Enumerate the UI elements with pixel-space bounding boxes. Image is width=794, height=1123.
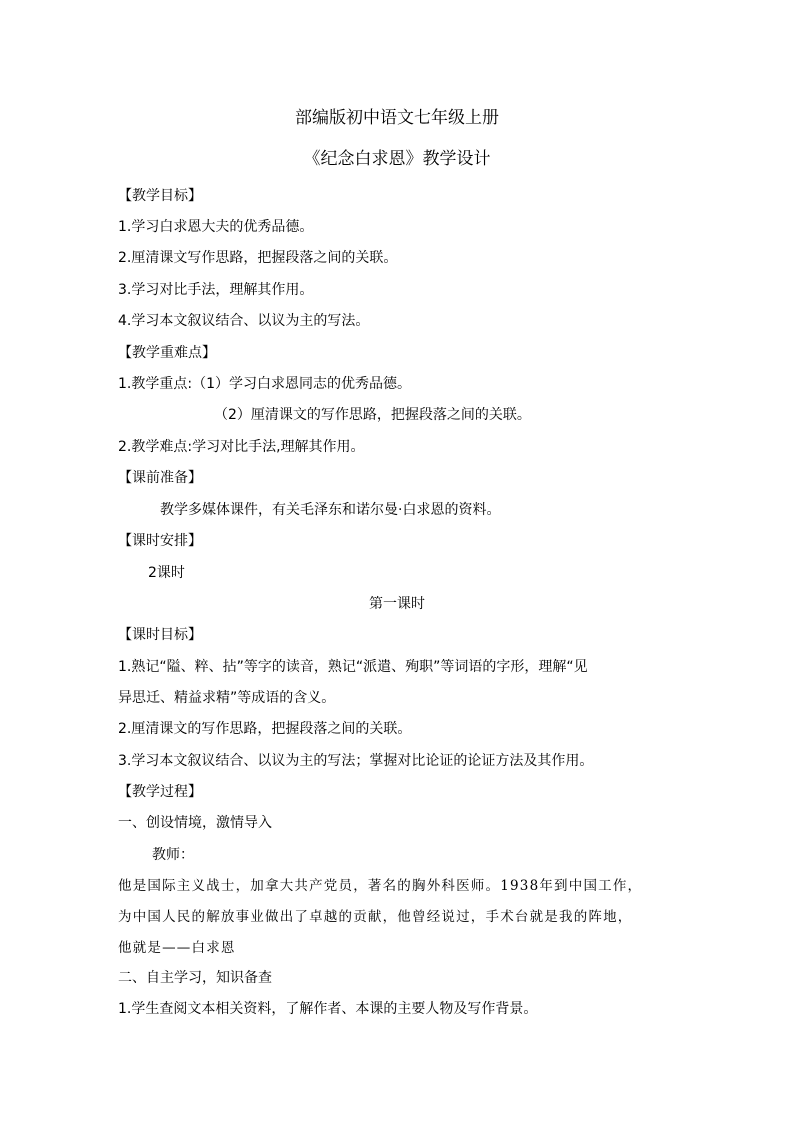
paragraph: 1.学生查阅文本相关资料，了解作者、本课的主要人物及写作背景。 xyxy=(118,1001,538,1017)
paragraph: 教学多媒体课件，有关毛泽东和诺尔曼·白求恩的资料。 xyxy=(160,502,501,518)
paragraph: 3.学习对比手法，理解其作用。 xyxy=(118,282,314,298)
section-heading-process: 【教学过程】 xyxy=(118,784,202,800)
paragraph: 为中国人民的解放事业做出了卓越的贡献，他曾经说过，手术台就是我的阵地， xyxy=(118,909,633,925)
section-heading-preparation: 【课前准备】 xyxy=(118,470,202,486)
paragraph: 1.熟记“隘、粹、拈”等字的读音，熟记“派遣、殉职”等词语的字形，理解“见 xyxy=(118,659,588,675)
section-heading-key-points: 【教学重难点】 xyxy=(118,345,216,361)
section-heading-schedule: 【课时安排】 xyxy=(118,533,202,549)
paragraph: 教师： xyxy=(152,847,194,863)
paragraph: 他就是——白求恩 xyxy=(118,940,236,956)
paragraph: 2.厘清课文写作思路，把握段落之间的关联。 xyxy=(118,250,398,266)
paragraph: 异思迁、精益求精”等成语的含义。 xyxy=(118,690,336,706)
paragraph: 3.学习本文叙议结合、以议为主的写法；掌握对比论证的论证方法及其作用。 xyxy=(118,753,594,769)
document-title: 部编版初中语文七年级上册 xyxy=(295,108,499,128)
document-subtitle: 《纪念白求恩》教学设计 xyxy=(303,149,491,169)
section-heading-objectives: 【教学目标】 xyxy=(118,188,202,204)
paragraph: 1.学习白求恩大夫的优秀品德。 xyxy=(118,219,314,235)
lesson-heading: 第一课时 xyxy=(369,596,425,612)
paragraph: 4.学习本文叙议结合、以议为主的写法。 xyxy=(118,313,370,329)
paragraph: 1.教学重点:（1）学习白求恩同志的优秀品德。 xyxy=(118,376,411,392)
section-heading-lesson-objectives: 【课时目标】 xyxy=(118,627,202,643)
paragraph: 二、自主学习，知识备查 xyxy=(118,970,272,986)
paragraph: （2）厘清课文的写作思路，把握段落之间的关联。 xyxy=(214,407,531,423)
paragraph: 他是国际主义战士，加拿大共产党员，著名的胸外科医师。1938年到中国工作， xyxy=(118,878,643,894)
paragraph: 2.厘清课文的写作思路，把握段落之间的关联。 xyxy=(118,721,412,737)
paragraph: 2课时 xyxy=(148,565,185,581)
paragraph: 一、创设情境，激情导入 xyxy=(118,815,272,831)
paragraph: 2.教学难点:学习对比手法,理解其作用。 xyxy=(118,439,365,455)
